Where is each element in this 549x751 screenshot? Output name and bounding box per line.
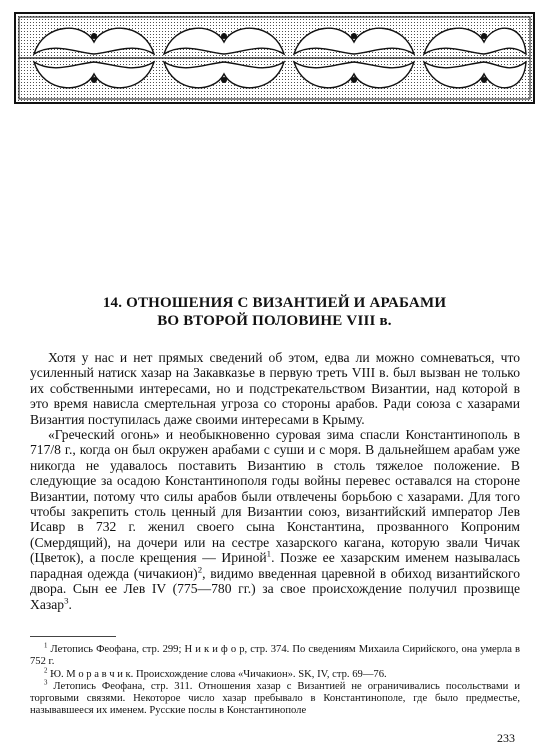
footnotes bbox=[30, 644, 520, 718]
footnote-text: Летопись Феофана, стр. 311. Отношения хазар с Византией не ограничивались посольствами и торговыми связями. Некоторое число хазар пребывало в Константинополе, где было предместье, называвшееся их именем. Русские послы в Константинополе bbox=[30, 680, 520, 717]
paragraph-2-part-1: «Греческий огонь» и необыкновенно суровая зима спасли Константинополь в 717/8 г., когда он был окружен арабами с суши и с моря. В дальнейшем арабам уже никогда не удавалось поставить Византию в столь тяжелое положение. В следующие за осадою Константинополя годы войны перевес оставался на стороне Византии, потому что силы арабов были отвлечены борьбою с хазарами. Для того чтобы закрепить столь ценный для Византии союз, византийский император Лев Исавр в 732 г. женил своего сына Константина, прозванного Копроним (Смердящий), на дочери или на сестре хазарского кагана, которую звали Чичак (Цветок), а после крещения — Ириной bbox=[30, 427, 520, 566]
footnote-3 bbox=[30, 681, 520, 718]
section-heading-line-1: 14. ОТНОШЕНИЯ С ВИЗАНТИЕЙ И АРАБАМИ bbox=[102, 295, 447, 311]
paragraph-2 bbox=[30, 427, 520, 612]
footnote-separator bbox=[30, 636, 116, 637]
footnote-number: 3 bbox=[44, 679, 48, 687]
paragraph-2-part-4: . bbox=[68, 596, 72, 612]
paragraph-2-part-2: . Позже ее хазарским именем называлась парадная одежда (чичакион) bbox=[30, 550, 520, 581]
footnote-text: Летопись Феофана, стр. 299; Н и к и ф о р, стр. 374. По сведениям Михаила Сирийского, она умерла в 752 г. bbox=[30, 644, 520, 668]
footnote-number: 1 bbox=[44, 642, 48, 650]
section-heading-line-2: ВО ВТОРОЙ ПОЛОВИНЕ VIII в. bbox=[157, 313, 392, 329]
section-heading bbox=[20, 294, 529, 330]
footnote-1 bbox=[30, 644, 520, 669]
footnote-ref-2: 2 bbox=[197, 564, 203, 575]
page-number: 233 bbox=[497, 731, 515, 745]
paragraph-2-part-3: , видимо введенная царевной в обиход византийского двора. Сын ее Лев IV (775—780 гг.) за свое происхождение получил прозвище Хазар bbox=[30, 565, 520, 612]
footnote-ref-3: 3 bbox=[64, 594, 69, 605]
footnote-ref-1: 1 bbox=[266, 548, 272, 559]
decorative-ornament-banner bbox=[14, 12, 535, 104]
body-text bbox=[30, 350, 520, 612]
footnote-number: 2 bbox=[44, 667, 48, 675]
footnote-text: Ю. М о р а в ч и к. Происхождение слова «Чичакион». SK, IV, стр. 69—76. bbox=[47, 668, 387, 680]
paragraph-1: Хотя у нас и нет прямых сведений об этом, едва ли можно сомневаться, что усиленный натиск хазар на Закавказье в первую треть VIII в. был вызван не только их собственными интересами, но и подстрекательством Византии, над которой в это время нависла смертельная угроза со стороны арабов. Ради союза с хазарами Византия поступилась даже своими интересами в Крыму. bbox=[30, 350, 520, 427]
footnote-2 bbox=[30, 669, 520, 681]
